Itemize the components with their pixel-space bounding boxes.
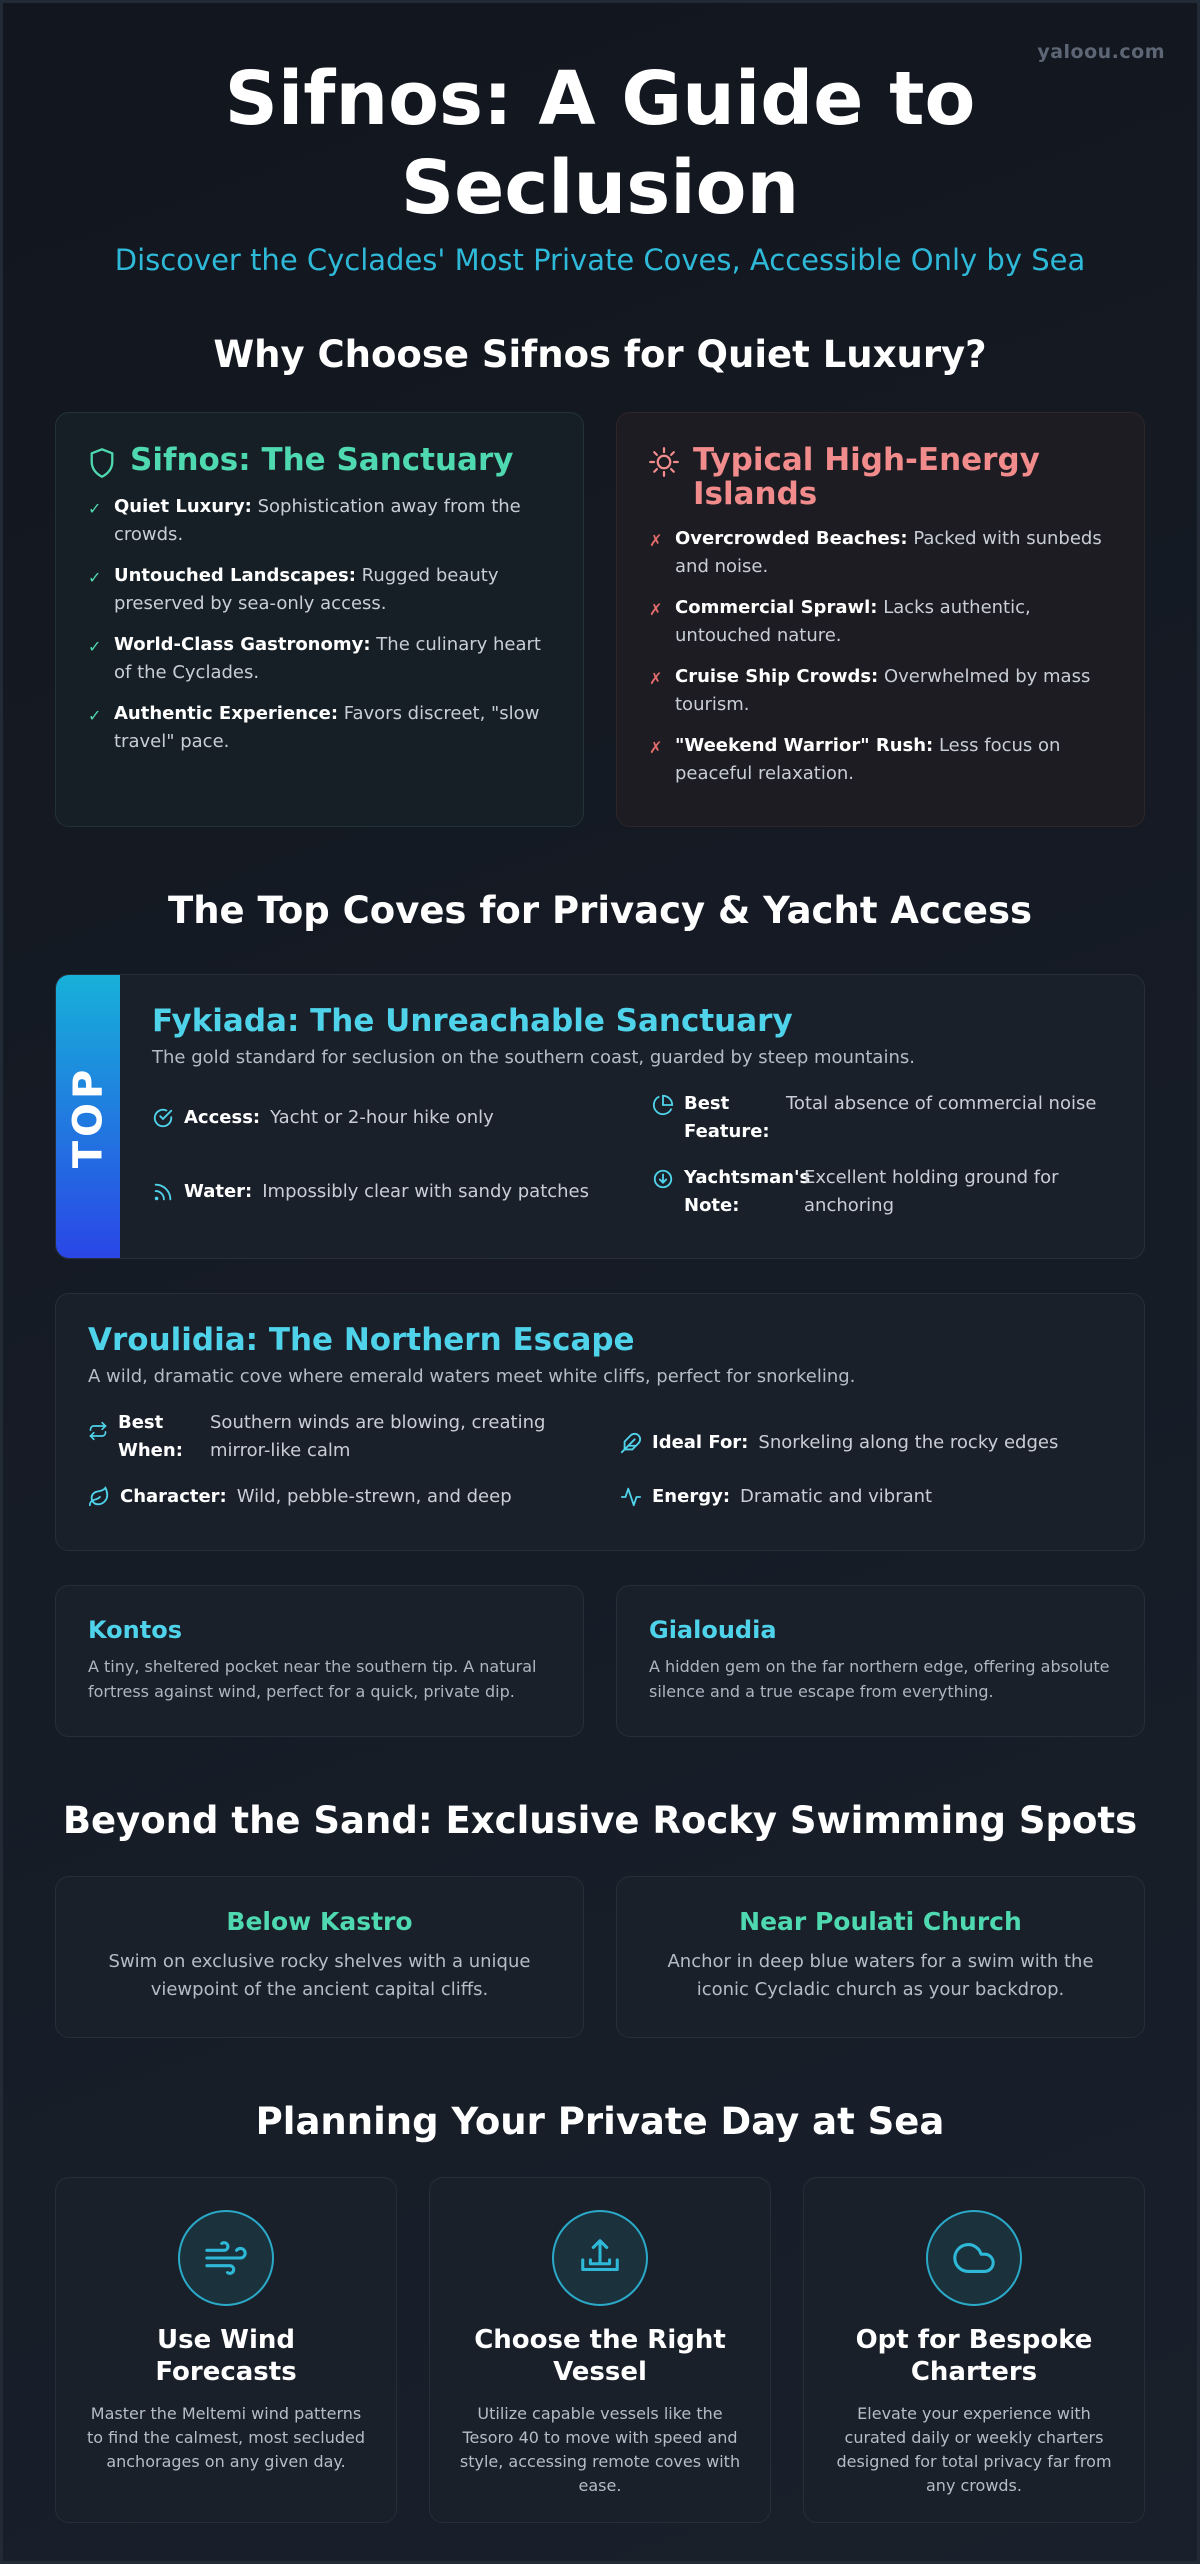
rocks-heading: Beyond the Sand: Exclusive Rocky Swimming Spots	[62, 1799, 1138, 1842]
fact-access: Access: Yacht or 2-hour hike only	[152, 1090, 612, 1146]
fact-energy: Energy: Dramatic and vibrant	[620, 1483, 1112, 1511]
fykiada-desc: The gold standard for seclusion on the southern coast, guarded by steep mountains.	[152, 1047, 915, 1068]
sifnos-sanctuary-card	[55, 412, 584, 827]
vroulidia-facts	[88, 1409, 1112, 1511]
list-item: ✗ Cruise Ship Crowds: Overwhelmed by mass tourism.	[649, 663, 1112, 719]
kontos-desc: A tiny, sheltered pocket near the southern tip. A natural fortress against wind, perfect for a quick, private dip.	[88, 1657, 537, 1701]
wind-forecast-desc: Master the Meltemi wind patterns to find the calmest, most secluded anchorages on any given day.	[87, 2404, 365, 2471]
list-item: ✗ "Weekend Warrior" Rush: Less focus on peaceful relaxation.	[649, 732, 1112, 788]
fykiada-facts	[152, 1090, 1112, 1220]
fact-best-when: Best When: Southern winds are blowing, creating mirror-like calm	[88, 1409, 580, 1465]
bespoke-charters-card	[803, 2177, 1145, 2523]
right-vessel-card	[429, 2177, 771, 2523]
near-poulati-card	[616, 1876, 1145, 2038]
pulse-icon	[620, 1486, 642, 1508]
fact-character: Character: Wild, pebble-strewn, and deep	[88, 1483, 580, 1511]
list-item: ✗ Commercial Sprawl: Lacks authentic, untouched nature.	[649, 594, 1112, 650]
fact-water: Water: Impossibly clear with sandy patches	[152, 1164, 612, 1220]
vroulidia-desc: A wild, dramatic cove where emerald waters meet white cliffs, perfect for snorkeling.	[88, 1366, 856, 1387]
rocky-spots	[55, 1876, 1145, 2038]
planning-steps	[55, 2177, 1145, 2523]
shield-icon	[88, 447, 116, 479]
check-icon: ✓	[88, 568, 102, 587]
fykiada-card	[55, 974, 1145, 1259]
top-ribbon	[56, 975, 120, 1258]
cross-icon: ✗	[649, 600, 663, 619]
vroulidia-card	[55, 1293, 1145, 1551]
sun-icon	[649, 447, 679, 477]
bespoke-charters-title: Opt for Bespoke Charters	[855, 2325, 1093, 2387]
list-item: ✓ World-Class Gastronomy: The culinary heart of the Cyclades.	[88, 631, 551, 687]
list-item: ✓ Quiet Luxury: Sophistication away from the crowds.	[88, 493, 551, 549]
sanctuary-list	[88, 493, 551, 756]
gialoudia-card	[616, 1585, 1145, 1737]
sanctuary-title: Sifnos: The Sanctuary	[130, 442, 514, 478]
feather-icon	[620, 1432, 642, 1454]
check-icon: ✓	[88, 637, 102, 656]
fykiada-title: Fykiada: The Unreachable Sanctuary	[152, 1003, 793, 1039]
cross-icon: ✗	[649, 738, 663, 757]
page-title: Sifnos: A Guide to Seclusion	[224, 56, 976, 231]
check-icon: ✓	[88, 499, 102, 518]
kontos-card	[55, 1585, 584, 1737]
high-energy-list	[649, 525, 1112, 788]
fact-yachtsman-note: Yachtsman's Note: Excellent holding ground for anchoring	[652, 1164, 1112, 1220]
top-label: TOP	[65, 1065, 112, 1168]
cloud-icon	[926, 2210, 1022, 2306]
check-icon: ✓	[88, 706, 102, 725]
check-circle-icon	[152, 1107, 174, 1129]
gialoudia-title: Gialoudia	[649, 1616, 777, 1644]
why-heading: Why Choose Sifnos for Quiet Luxury?	[213, 333, 987, 376]
near-poulati-desc: Anchor in deep blue waters for a swim with the iconic Cycladic church as your backdrop.	[667, 1951, 1094, 2000]
below-kastro-desc: Swim on exclusive rocky shelves with a unique viewpoint of the ancient capital cliffs.	[108, 1951, 531, 2000]
site-watermark: yaloou.com	[1037, 41, 1165, 63]
below-kastro-title: Below Kastro	[226, 1907, 413, 1936]
cross-icon: ✗	[649, 669, 663, 688]
fact-best-feature: Best Feature: Total absence of commercial noise	[652, 1090, 1112, 1146]
near-poulati-title: Near Poulati Church	[739, 1907, 1022, 1936]
signal-icon	[152, 1181, 174, 1203]
right-vessel-title: Choose the Right Vessel	[474, 2325, 726, 2387]
fact-ideal-for: Ideal For: Snorkeling along the rocky edges	[620, 1421, 1112, 1465]
high-energy-islands-card	[616, 412, 1145, 827]
list-item: ✓ Authentic Experience: Favors discreet, "slow travel" pace.	[88, 700, 551, 756]
pie-chart-icon	[652, 1094, 674, 1116]
gialoudia-desc: A hidden gem on the far northern edge, offering absolute silence and a true escape from everything.	[649, 1657, 1110, 1701]
below-kastro-card	[55, 1876, 584, 2038]
high-energy-title: Typical High-Energy Islands	[693, 442, 1040, 512]
wind-forecast-title: Use Wind Forecasts	[155, 2325, 297, 2387]
hero	[55, 3, 1145, 277]
leaf-icon	[88, 1486, 110, 1508]
page-subtitle: Discover the Cyclades' Most Private Coves, Accessible Only by Sea	[114, 243, 1086, 277]
coves-heading: The Top Coves for Privacy & Yacht Access	[167, 889, 1033, 932]
boat-icon	[552, 2210, 648, 2306]
small-coves	[55, 1585, 1145, 1737]
anchor-icon	[652, 1168, 674, 1190]
repeat-icon	[88, 1421, 108, 1441]
comparison	[55, 412, 1145, 827]
vroulidia-title: Vroulidia: The Northern Escape	[88, 1322, 635, 1358]
wind-icon	[178, 2210, 274, 2306]
wind-forecast-card	[55, 2177, 397, 2523]
list-item: ✓ Untouched Landscapes: Rugged beauty preserved by sea-only access.	[88, 562, 551, 618]
right-vessel-desc: Utilize capable vessels like the Tesoro 40 to move with speed and style, accessing remote coves with ease.	[459, 2404, 741, 2495]
cross-icon: ✗	[649, 531, 663, 550]
list-item: ✗ Overcrowded Beaches: Packed with sunbeds and noise.	[649, 525, 1112, 581]
planning-heading: Planning Your Private Day at Sea	[255, 2100, 945, 2143]
bespoke-charters-desc: Elevate your experience with curated daily or weekly charters designed for total privacy far from any crowds.	[836, 2404, 1112, 2495]
kontos-title: Kontos	[88, 1616, 182, 1644]
